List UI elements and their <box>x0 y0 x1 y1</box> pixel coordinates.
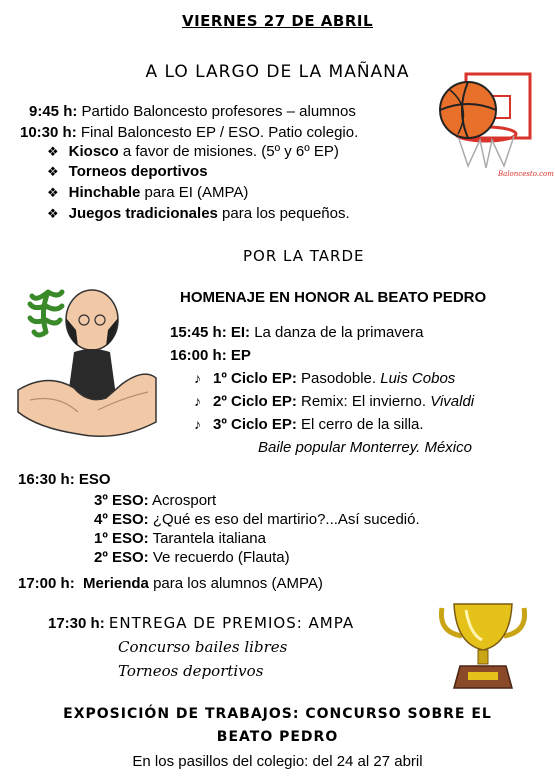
trophy-icon <box>436 598 530 690</box>
bullet-item: ❖ Juegos tradicionales para los pequeños. <box>47 205 350 222</box>
schedule-item <box>29 103 356 120</box>
ep-item: ♪ 2º Ciclo EP: Remix: El invierno. Vivaldi <box>194 393 475 410</box>
music-note-icon: ♪ <box>194 416 201 432</box>
page-title: VIERNES 27 DE ABRIL <box>181 12 374 30</box>
schedule-item <box>20 124 358 141</box>
ep-item: ♪ 3º Ciclo EP: El cerro de la silla. <box>194 416 424 433</box>
schedule-item: 16:30 h: ESO <box>18 471 111 488</box>
premios-line: Torneos deportivos <box>118 662 264 680</box>
ep-item: ♪ 1º Ciclo EP: Pasodoble. Luis Cobos <box>194 370 456 387</box>
bullet-item: ❖ Hinchable para EI (AMPA) <box>47 184 249 201</box>
schedule-item: 16:00 h: EP <box>170 347 251 364</box>
schedule-item: 17:00 h: Merienda para los alumnos (AMPA) <box>18 575 323 592</box>
premios-title: ENTREGA DE PREMIOS: AMPA <box>108 614 355 632</box>
logo-caption: Baloncesto.com <box>498 170 554 178</box>
exposicion-title: EXPOSICIÓN DE TRABAJOS: CONCURSO SOBRE EL <box>63 706 492 722</box>
eso-item: 1º ESO: Tarantela italiana <box>94 530 266 547</box>
bullet-icon: ❖ <box>47 164 59 179</box>
eso-item: 3º ESO: Acrosport <box>94 492 217 509</box>
eso-item: 4º ESO: ¿Qué es eso del martirio?...Así sucedió. <box>94 511 420 528</box>
homenaje-heading: HOMENAJE EN HONOR AL BEATO PEDRO <box>180 289 487 306</box>
bullet-item: ❖ Torneos deportivos <box>47 163 208 180</box>
item-time: 10:30 h: <box>20 124 77 141</box>
afternoon-heading: POR LA TARDE <box>243 247 365 265</box>
item-text: Partido Baloncesto profesores – alumnos <box>81 103 356 120</box>
bullet-icon: ❖ <box>47 185 59 200</box>
item-time: 9:45 h: <box>29 103 78 120</box>
music-note-icon: ♪ <box>194 393 201 409</box>
item-text: Final Baloncesto EP / ESO. Patio colegio. <box>80 124 359 141</box>
bullet-icon: ❖ <box>47 206 59 221</box>
music-note-icon: ♪ <box>194 370 201 386</box>
morning-heading: A LO LARGO DE LA MAÑANA <box>145 62 410 82</box>
bullet-icon: ❖ <box>47 144 59 159</box>
bullet-item: ❖ Kiosco a favor de misiones. (5º y 6º EP) <box>47 143 339 160</box>
eso-item: 2º ESO: Ve recuerdo (Flauta) <box>94 549 290 566</box>
schedule-item: 15:45 h: EI: La danza de la primavera <box>170 324 424 341</box>
beato-pedro-illustration-icon <box>18 272 158 444</box>
ep-extra: Baile popular Monterrey. México <box>258 439 472 456</box>
basketball-icon <box>428 68 554 180</box>
exposicion-place: En los pasillos del colegio: del 24 al 27 abril <box>132 753 423 770</box>
premios-item: 17:30 h: ENTREGA DE PREMIOS: AMPA <box>48 614 355 632</box>
exposicion-title-2: BEATO PEDRO <box>216 729 339 745</box>
premios-line: Concurso bailes libres <box>118 638 288 656</box>
